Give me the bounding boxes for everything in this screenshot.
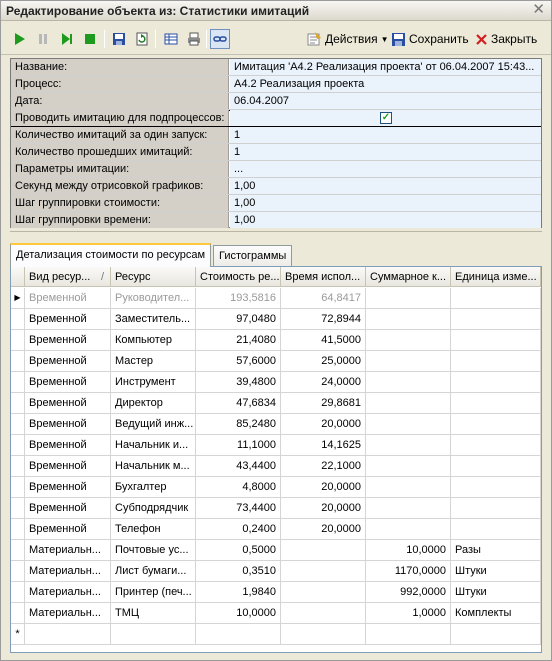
table-cell[interactable]	[366, 498, 451, 519]
property-label: Дата:	[11, 93, 229, 109]
table-cell[interactable]: Разы	[451, 540, 541, 561]
sort-indicator-icon: /	[100, 271, 104, 283]
row-indicator[interactable]	[11, 498, 25, 519]
table-cell[interactable]	[366, 330, 451, 351]
stop-icon[interactable]	[80, 29, 100, 49]
close-label: Закрыть	[491, 32, 538, 46]
row-indicator-header	[11, 267, 25, 287]
table-row[interactable]	[11, 372, 541, 393]
table-row[interactable]	[11, 456, 541, 477]
table-cell[interactable]: 4,8000	[196, 477, 281, 498]
toolbar-separator	[155, 30, 156, 48]
save-icon[interactable]	[109, 29, 129, 49]
column-header-total-qty[interactable]: Суммарное к...	[366, 267, 451, 287]
property-row-chart-interval[interactable]	[11, 178, 541, 195]
table-cell[interactable]	[366, 435, 451, 456]
table-cell[interactable]: Почтовые ус...	[111, 540, 196, 561]
resource-cost-grid	[10, 266, 542, 653]
property-row-simulation-params[interactable]	[11, 161, 541, 178]
print-icon[interactable]	[184, 29, 204, 49]
panel-splitter[interactable]	[10, 231, 542, 234]
property-row-subprocess-simulation[interactable]	[11, 110, 541, 127]
window-title: Редактирование объекта из: Статистики имитаций	[6, 4, 310, 18]
table-cell[interactable]: 73,4400	[196, 498, 281, 519]
property-row-name[interactable]	[11, 59, 541, 76]
property-value[interactable]: 06.04.2007	[230, 93, 541, 109]
tab-cost-details[interactable]: Детализация стоимости по ресурсам	[10, 243, 211, 267]
table-cell[interactable]: Компьютер	[111, 330, 196, 351]
table-cell[interactable]: Телефон	[111, 519, 196, 540]
table-cell[interactable]: 1,9840	[196, 582, 281, 603]
table-row[interactable]	[11, 393, 541, 414]
refresh-icon[interactable]	[132, 29, 152, 49]
column-header-time[interactable]: Время испол...	[281, 267, 366, 287]
property-label: Название:	[11, 59, 229, 75]
property-label: Процесс:	[11, 76, 229, 92]
table-row[interactable]	[11, 540, 541, 561]
row-indicator[interactable]	[11, 393, 25, 414]
table-cell[interactable]: Материальн...	[25, 540, 111, 561]
table-cell[interactable]	[281, 582, 366, 603]
table-cell[interactable]	[451, 519, 541, 540]
title-bar	[1, 1, 551, 21]
table-cell[interactable]	[451, 351, 541, 372]
table-cell[interactable]: 20,0000	[281, 477, 366, 498]
table-cell[interactable]: 193,5816	[196, 288, 281, 309]
table-cell[interactable]	[451, 330, 541, 351]
table-cell[interactable]: 21,4080	[196, 330, 281, 351]
table-cell[interactable]: 0,5000	[196, 540, 281, 561]
close-icon	[475, 33, 488, 46]
row-indicator[interactable]	[11, 330, 25, 351]
property-value[interactable]: ...	[230, 161, 541, 177]
row-indicator[interactable]	[11, 456, 25, 477]
property-value[interactable]: 1,00	[230, 178, 541, 194]
row-indicator[interactable]	[11, 351, 25, 372]
row-indicator[interactable]	[11, 519, 25, 540]
table-cell[interactable]	[366, 351, 451, 372]
table-cell[interactable]	[451, 288, 541, 309]
step-forward-icon[interactable]	[57, 29, 77, 49]
table-cell[interactable]: 1170,0000	[366, 561, 451, 582]
subprocess-simulation-checkbox[interactable]: ✓	[381, 112, 391, 123]
table-cell[interactable]	[451, 414, 541, 435]
table-row[interactable]	[11, 603, 541, 624]
table-cell[interactable]: Штуки	[451, 561, 541, 582]
table-cell[interactable]: Заместитель...	[111, 309, 196, 330]
new-row[interactable]	[11, 624, 541, 645]
table-cell[interactable]: Мастер	[111, 351, 196, 372]
actions-label: Действия	[325, 32, 378, 46]
table-cell[interactable]: Лист бумаги...	[111, 561, 196, 582]
table-cell[interactable]: Субподрядчик	[111, 498, 196, 519]
table-cell[interactable]: Материальн...	[25, 561, 111, 582]
column-header-resource[interactable]: Ресурс	[111, 267, 196, 287]
row-indicator[interactable]	[11, 477, 25, 498]
column-header-label: Вид ресур...	[29, 271, 91, 283]
table-cell[interactable]: 24,0000	[281, 372, 366, 393]
property-row-process[interactable]	[11, 76, 541, 93]
table-cell[interactable]: 20,0000	[281, 519, 366, 540]
property-label: Параметры имитации:	[11, 161, 229, 177]
property-label: Секунд между отрисовкой графиков:	[11, 178, 229, 194]
property-value[interactable]: А4.2 Реализация проекта	[230, 76, 541, 92]
table-cell[interactable]	[366, 414, 451, 435]
actions-menu-button[interactable]	[306, 29, 389, 49]
column-header-cost[interactable]: Стоимость ре...	[196, 267, 281, 287]
table-cell[interactable]: Временной	[25, 498, 111, 519]
property-value[interactable]: Имитация 'А4.2 Реализация проекта' от 06.04.2007 15:43...	[230, 59, 541, 75]
close-button[interactable]	[475, 29, 537, 49]
row-indicator[interactable]	[11, 414, 25, 435]
table-cell[interactable]: ТМЦ	[111, 603, 196, 624]
table-cell[interactable]	[281, 624, 366, 645]
table-cell[interactable]	[281, 603, 366, 624]
table-row[interactable]	[11, 498, 541, 519]
row-indicator[interactable]	[11, 372, 25, 393]
table-cell[interactable]: Временной	[25, 351, 111, 372]
table-cell[interactable]	[25, 624, 111, 645]
table-cell[interactable]: 992,0000	[366, 582, 451, 603]
row-indicator[interactable]	[11, 540, 25, 561]
table-row[interactable]	[11, 414, 541, 435]
table-row[interactable]	[11, 582, 541, 603]
table-cell[interactable]: Материальн...	[25, 603, 111, 624]
table-row[interactable]	[11, 519, 541, 540]
table-row[interactable]	[11, 435, 541, 456]
table-row[interactable]	[11, 351, 541, 372]
property-value[interactable]: 1	[230, 127, 541, 143]
table-cell[interactable]: Бухгалтер	[111, 477, 196, 498]
table-cell[interactable]: Временной	[25, 435, 111, 456]
link-icon[interactable]	[210, 29, 230, 49]
property-label: Шаг группировки времени:	[11, 212, 229, 228]
table-cell[interactable]: Временной	[25, 372, 111, 393]
table-cell[interactable]: 97,0480	[196, 309, 281, 330]
table-cell[interactable]: 10,0000	[196, 603, 281, 624]
table-cell[interactable]	[451, 309, 541, 330]
table-cell[interactable]: 43,4400	[196, 456, 281, 477]
table-cell[interactable]: Временной	[25, 477, 111, 498]
table-cell[interactable]	[196, 624, 281, 645]
property-value[interactable]: 1,00	[230, 195, 541, 211]
column-header-unit[interactable]: Единица изме...	[451, 267, 541, 287]
property-label: Шаг группировки стоимости:	[11, 195, 229, 211]
property-label: Количество прошедших имитаций:	[11, 144, 229, 160]
table-cell[interactable]: 20,0000	[281, 498, 366, 519]
table-cell[interactable]	[366, 624, 451, 645]
table-cell[interactable]	[451, 624, 541, 645]
actions-icon	[306, 31, 322, 47]
table-cell[interactable]: 1,0000	[366, 603, 451, 624]
table-cell[interactable]: Временной	[25, 456, 111, 477]
save-label: Сохранить	[409, 32, 469, 46]
tab-strip	[10, 245, 542, 267]
property-grid	[10, 58, 542, 228]
table-cell[interactable]	[366, 372, 451, 393]
table-cell[interactable]: Руководител...	[111, 288, 196, 309]
table-cell[interactable]	[451, 372, 541, 393]
table-cell[interactable]: 29,8681	[281, 393, 366, 414]
table-cell[interactable]: 20,0000	[281, 414, 366, 435]
table-cell[interactable]: Начальник и...	[111, 435, 196, 456]
row-indicator[interactable]	[11, 582, 25, 603]
new-row-indicator: *	[11, 624, 25, 645]
property-row-completed-runs[interactable]	[11, 144, 541, 161]
table-cell[interactable]	[366, 456, 451, 477]
table-cell[interactable]: 41,5000	[281, 330, 366, 351]
table-cell[interactable]: Инструмент	[111, 372, 196, 393]
table-row[interactable]	[11, 330, 541, 351]
table-cell[interactable]: 14,1625	[281, 435, 366, 456]
table-cell[interactable]: 64,8417	[281, 288, 366, 309]
property-row-time-step[interactable]	[11, 212, 541, 227]
table-cell[interactable]: Временной	[25, 309, 111, 330]
table-row[interactable]	[11, 477, 541, 498]
table-cell[interactable]: Комплекты	[451, 603, 541, 624]
table-cell[interactable]: Временной	[25, 330, 111, 351]
table-cell[interactable]: Временной	[25, 288, 111, 309]
table-cell[interactable]: 85,2480	[196, 414, 281, 435]
table-row[interactable]	[11, 309, 541, 330]
table-cell[interactable]	[366, 519, 451, 540]
property-value[interactable]: 1,00	[230, 212, 541, 228]
table-cell[interactable]	[451, 477, 541, 498]
save-button[interactable]	[391, 29, 469, 49]
table-cell[interactable]	[366, 288, 451, 309]
table-cell[interactable]: Материальн...	[25, 582, 111, 603]
row-indicator[interactable]	[11, 561, 25, 582]
table-cell[interactable]	[451, 456, 541, 477]
table-cell[interactable]	[366, 309, 451, 330]
table-cell[interactable]: 57,6000	[196, 351, 281, 372]
table-row[interactable]	[11, 288, 541, 309]
save-icon	[391, 32, 406, 47]
property-row-date[interactable]	[11, 93, 541, 110]
row-indicator[interactable]	[11, 603, 25, 624]
table-cell[interactable]: Временной	[25, 414, 111, 435]
table-cell[interactable]	[451, 498, 541, 519]
table-cell[interactable]: 47,6834	[196, 393, 281, 414]
table-view-icon[interactable]	[161, 29, 181, 49]
table-cell[interactable]: 0,2400	[196, 519, 281, 540]
table-cell[interactable]	[281, 540, 366, 561]
table-cell[interactable]	[451, 435, 541, 456]
property-value[interactable]	[230, 110, 541, 126]
table-cell[interactable]: 22,1000	[281, 456, 366, 477]
row-indicator[interactable]	[11, 435, 25, 456]
chevron-down-icon: ▼	[380, 34, 389, 44]
table-cell[interactable]	[451, 393, 541, 414]
table-cell[interactable]: Ведущий инж...	[111, 414, 196, 435]
property-row-runs-per-launch[interactable]	[11, 127, 541, 144]
toolbar	[1, 23, 551, 55]
table-cell[interactable]: 72,8944	[281, 309, 366, 330]
toolbar-separator	[104, 30, 105, 48]
play-icon[interactable]	[9, 29, 29, 49]
table-row[interactable]	[11, 561, 541, 582]
table-cell[interactable]: 11,1000	[196, 435, 281, 456]
table-cell[interactable]: 0,3510	[196, 561, 281, 582]
table-cell[interactable]	[366, 477, 451, 498]
row-indicator[interactable]	[11, 309, 25, 330]
grid-header	[11, 267, 541, 287]
property-label: Количество имитаций за один запуск:	[11, 127, 229, 143]
table-cell[interactable]	[366, 393, 451, 414]
table-cell[interactable]: 10,0000	[366, 540, 451, 561]
window-close-icon[interactable]: ✕	[532, 1, 545, 18]
row-indicator[interactable]: ▶	[11, 288, 25, 309]
table-cell[interactable]: Временной	[25, 519, 111, 540]
toolbar-separator	[206, 30, 207, 48]
table-cell[interactable]: 25,0000	[281, 351, 366, 372]
table-cell[interactable]: Директор	[111, 393, 196, 414]
table-cell[interactable]: 39,4800	[196, 372, 281, 393]
table-cell[interactable]: Принтер (печ...	[111, 582, 196, 603]
table-cell[interactable]: Штуки	[451, 582, 541, 603]
column-header-resource-type[interactable]	[25, 267, 111, 287]
tab-histograms[interactable]: Гистограммы	[213, 245, 292, 267]
table-cell[interactable]	[111, 624, 196, 645]
pause-icon[interactable]	[33, 29, 53, 49]
table-cell[interactable]: Начальник м...	[111, 456, 196, 477]
table-cell[interactable]	[281, 561, 366, 582]
property-label: Проводить имитацию для подпроцессов:	[11, 110, 229, 126]
property-value[interactable]: 1	[230, 144, 541, 160]
table-cell[interactable]: Временной	[25, 393, 111, 414]
property-row-cost-step[interactable]	[11, 195, 541, 212]
